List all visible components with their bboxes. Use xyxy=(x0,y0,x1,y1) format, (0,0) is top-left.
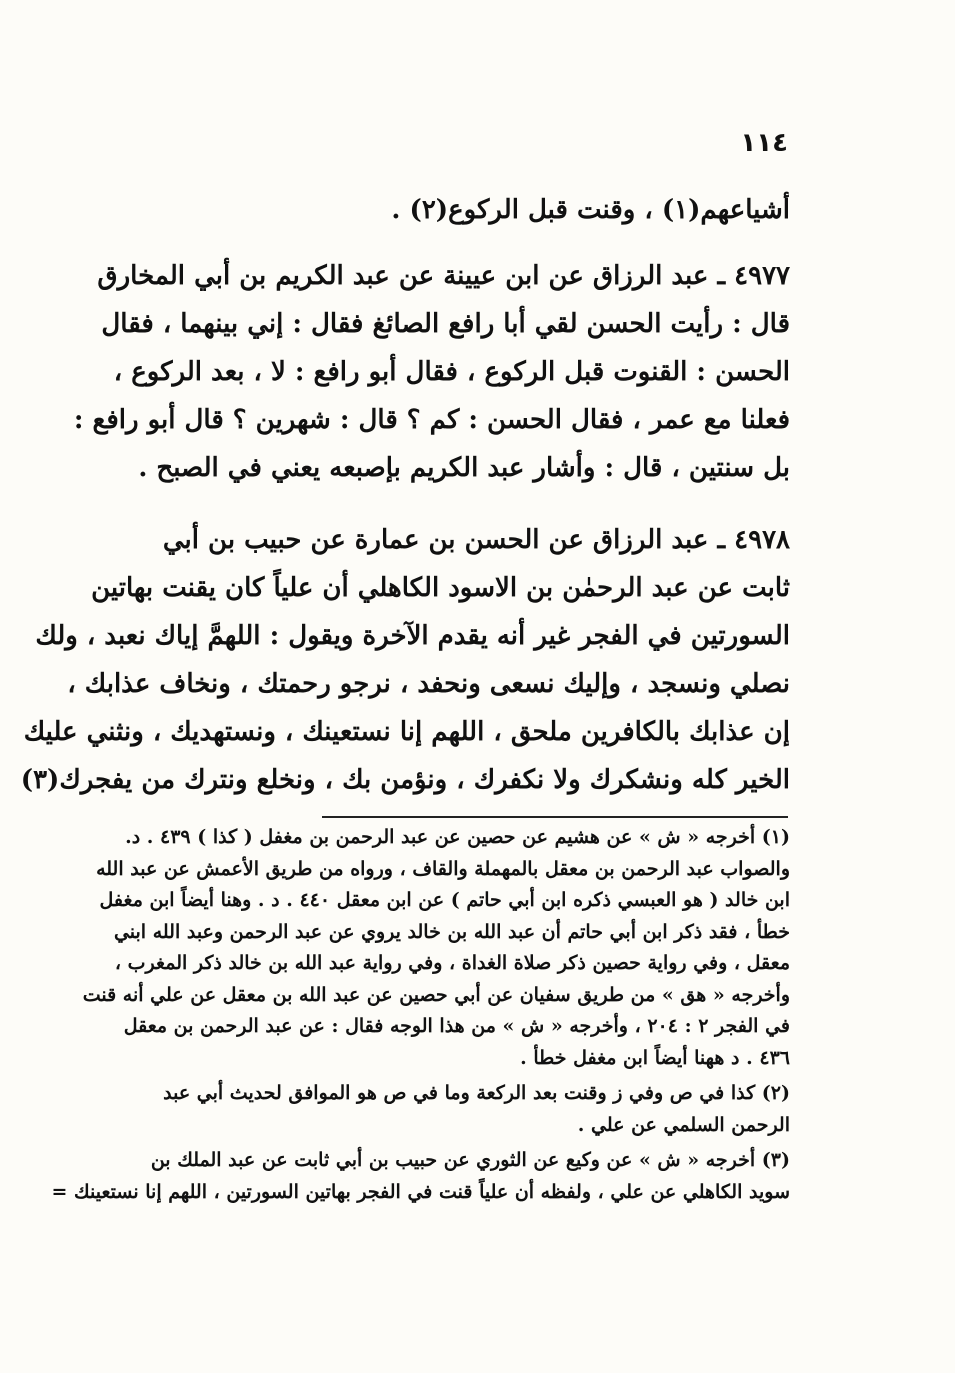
text-line: السورتين في الفجر غير أنه يقدم الآخرة ويقول : اللهمَّ إياك نعبد ، ولك xyxy=(35,621,790,651)
text-line: ٤٩٧٧ ـ عبد الرزاق عن ابن عيينة عن عبد الكريم بن أبي المخارق xyxy=(97,261,790,291)
text-line: أشياعهم(١) ، وقنت قبل الركوع(٢) . xyxy=(391,195,790,225)
footnote-line: (٣) أخرجه « ش » عن وكيع عن الثوري عن حبيب بن أبي ثابت عن عبد الملك بن xyxy=(150,1149,790,1171)
footnote-line: خطأ ، فقد ذكر ابن أبي حاتم أن عبد الله بن خالد يروي عن عبد الرحمن وعبد الله ابني xyxy=(113,920,790,943)
footnote-3 xyxy=(51,1145,790,1208)
text-line: نصلي ونسجد ، وإليك نسعى ونحفد ، نرجو رحمتك ، ونخاف عذابك ، xyxy=(67,669,790,699)
footnote-line: ٤٣٦ . د ههنا أيضاً ابن مغفل خطأ . xyxy=(520,1046,790,1069)
text-line: بل سنتين ، قال : وأشار عبد الكريم بإصبعه يعني في الصبح . xyxy=(138,453,790,483)
footnote-line: ابن خالد ( هو العبسي ذكره ابن أبي حاتم ) عن ابن معقل ٤٤٠ . د . وهنا أيضاً ابن مغفل xyxy=(99,889,790,911)
footnote-line: (١) أخرجه « ش » عن هشيم عن حصين عن عبد الرحمن بن مغفل ( كذا ) ٤٣٩ . د. xyxy=(125,826,790,848)
hadith-4978 xyxy=(20,516,790,804)
footnote-2 xyxy=(112,1078,790,1141)
page-number: ١١٤ xyxy=(740,128,788,158)
footnote-line: وأخرجه « هق » من طريق سفيان عن أبي حصين عن عبد الله بن معقل عن علي أنه قنت xyxy=(82,983,790,1006)
continuation-text xyxy=(112,186,790,234)
text-line: ٤٩٧٨ ـ عبد الرزاق عن الحسن بن عمارة عن حبيب بن أبي xyxy=(162,525,790,555)
footnote-line: في الفجر ٢ : ٢٠٤ ، وأخرجه « ش » من هذا الوجه فقال : عن عبد الرحمن بن معقل xyxy=(123,1015,790,1037)
text-line: ثابت عن عبد الرحمٰن بن الاسود الكاهلي أن علياً كان يقنت بهاتين xyxy=(91,573,790,603)
footnote-line: والصواب عبد الرحمن بن معقل بالمهملة والقاف ، ورواه من طريق الأعمش عن عبد الله xyxy=(96,857,790,880)
hadith-4977 xyxy=(73,252,790,492)
footnote-separator xyxy=(322,816,788,818)
text-line: إن عذابك بالكافرين ملحق ، اللهم إنا نستعينك ، ونستهديك ، ونثني عليك xyxy=(23,717,790,747)
footnote-line: سويد الكاهلي عن علي ، ولفظه أن علياً قنت في الفجر بهاتين السورتين ، اللهم إنا نستعينك = xyxy=(51,1180,790,1203)
footnote-line: الرحمن السلمي عن علي . xyxy=(577,1113,790,1136)
footnote-line: (٢) كذا في ص وفي ز وقنت بعد الركعة وما في ص هو الموافق لحديث أبي عبد xyxy=(163,1082,790,1104)
footnote-1 xyxy=(82,822,790,1074)
text-line: الحسن : القنوت قبل الركوع ، فقال أبو رافع : لا ، بعد الركوع ، xyxy=(113,357,790,387)
text-line: الخير كله ونشكرك ولا نكفرك ، ونؤمن بك ، ونخلع ونترك من يفجرك(٣) xyxy=(20,765,790,795)
footnote-line: معقل ، وفي رواية حصين ذكر صلاة الغداة ، وفي رواية عبد الله بن خالد ذكر المغرب ، xyxy=(114,952,790,974)
footnotes xyxy=(51,822,790,1212)
text-line: فعلنا مع عمر ، فقال الحسن : كم ؟ قال : شهرين ؟ قال أبو رافع : xyxy=(73,405,790,435)
text-line: قال : رأيت الحسن لقي أبا رافع الصائغ فقال : إني بينهما ، فقال xyxy=(101,309,790,339)
